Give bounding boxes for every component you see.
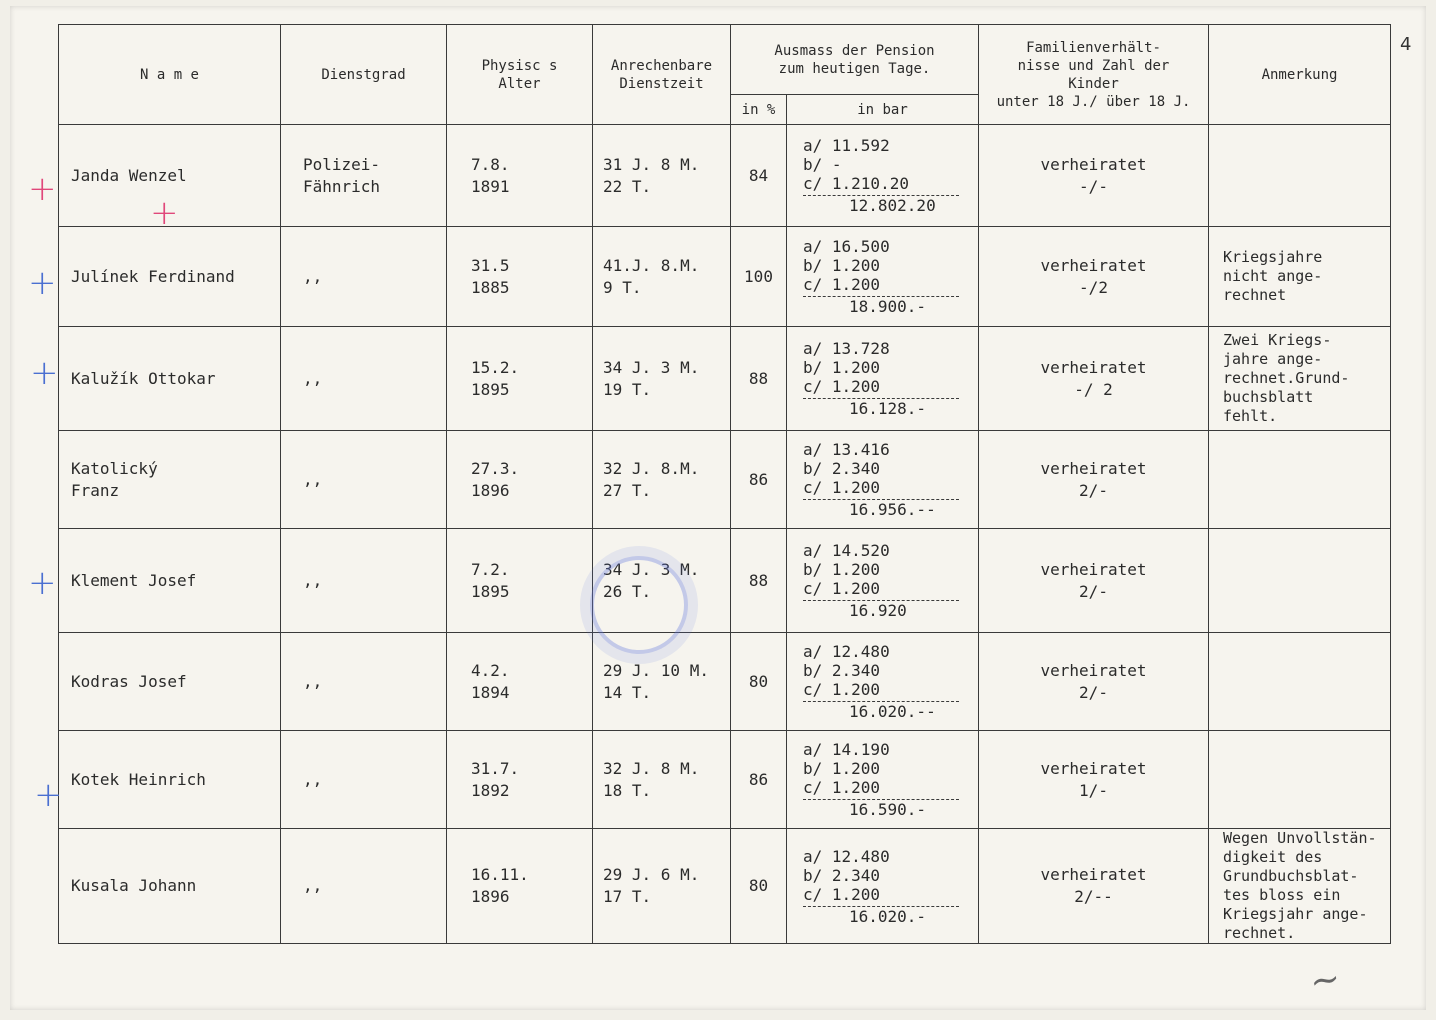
cell-service: 32 J. 8.M. 27 T. <box>593 431 731 529</box>
cell-rank: ,, <box>281 633 447 731</box>
header-family-sub: unter 18 J./ über 18 J. <box>996 93 1191 110</box>
cell-rank: ,, <box>281 529 447 633</box>
table-row <box>59 227 1391 327</box>
cell-rank: ,, <box>281 327 447 431</box>
pay-total: 16.020.-- <box>803 701 959 721</box>
cell-pay <box>787 431 979 529</box>
cell-name: Katolický Franz <box>59 431 281 529</box>
cell-name: Kotek Heinrich <box>59 731 281 829</box>
pencil-scribble: ~ <box>1306 957 1344 1004</box>
table-row <box>59 633 1391 731</box>
cell-age: 7.8. 1891 <box>447 125 593 227</box>
cell-family: verheiratet -/2 <box>979 227 1209 327</box>
cell-service: 34 J. 3 M. 19 T. <box>593 327 731 431</box>
header-name: N a m e <box>59 25 281 125</box>
cell-note <box>1209 633 1391 731</box>
pay-total: 16.020.- <box>803 906 959 926</box>
cell-pct: 100 <box>731 227 787 327</box>
blue-cross-mark: + <box>34 775 63 815</box>
cell-rank: ,, <box>281 731 447 829</box>
header-rank: Dienstgrad <box>281 25 447 125</box>
pay-total: 16.956.-- <box>803 499 959 519</box>
cell-age: 16.11. 1896 <box>447 829 593 944</box>
cell-age: 4.2. 1894 <box>447 633 593 731</box>
pay-total: 16.128.- <box>803 398 959 418</box>
cell-service: 31 J. 8 M. 22 T. <box>593 125 731 227</box>
cell-pct: 88 <box>731 327 787 431</box>
cell-family: verheiratet 2/- <box>979 431 1209 529</box>
cell-pct: 86 <box>731 431 787 529</box>
cell-pay <box>787 327 979 431</box>
cell-service: 29 J. 6 M. 17 T. <box>593 829 731 944</box>
cell-family: verheiratet -/- <box>979 125 1209 227</box>
pay-lines: a/ 14.190 b/ 1.200 c/ 1.200 <box>803 740 890 797</box>
cell-service: 32 J. 8 M. 18 T. <box>593 731 731 829</box>
cell-note <box>1209 529 1391 633</box>
red-cross-mark: + <box>28 169 57 209</box>
cell-note <box>1209 125 1391 227</box>
cell-age: 27.3. 1896 <box>447 431 593 529</box>
cell-pay <box>787 227 979 327</box>
pension-table <box>58 24 1391 944</box>
cell-pay <box>787 829 979 944</box>
pay-lines: a/ 12.480 b/ 2.340 c/ 1.200 <box>803 846 890 904</box>
cell-pay <box>787 731 979 829</box>
faded-stamp <box>590 556 688 654</box>
pay-total: 16.590.- <box>803 799 959 819</box>
table-row <box>59 327 1391 431</box>
pay-lines: a/ 14.520 b/ 1.200 c/ 1.200 <box>803 541 890 598</box>
table-row <box>59 731 1391 829</box>
pay-lines: a/ 12.480 b/ 2.340 c/ 1.200 <box>803 642 890 699</box>
header-note: Anmerkung <box>1209 25 1391 125</box>
cell-age: 31.5 1885 <box>447 227 593 327</box>
pay-lines: a/ 13.728 b/ 1.200 c/ 1.200 <box>803 339 890 396</box>
cell-note: Wegen Unvollstän- digkeit des Grundbuchsblat- tes bloss ein Kriegsjahr ange- rechnet. <box>1209 829 1391 944</box>
cell-name: Kusala Johann <box>59 829 281 944</box>
pay-total: 18.900.- <box>803 296 959 316</box>
header-pension-cash: in bar <box>787 95 979 125</box>
pay-total: 16.920 <box>803 600 959 620</box>
header-pension: Ausmass der Pension zum heutigen Tage. <box>731 25 979 95</box>
cell-age: 15.2. 1895 <box>447 327 593 431</box>
cell-rank: Polizei- Fähnrich <box>281 125 447 227</box>
cell-pay <box>787 633 979 731</box>
blue-cross-mark: + <box>28 263 57 303</box>
cell-family: verheiratet -/ 2 <box>979 327 1209 431</box>
header-family: Familienverhält- nisse und Zahl der Kinder unter 18 J./ über 18 J. <box>979 25 1209 125</box>
cell-rank: ,, <box>281 829 447 944</box>
cell-name: Kalužík Ottokar <box>59 327 281 431</box>
cell-family: verheiratet 1/- <box>979 731 1209 829</box>
pay-lines: a/ 13.416 b/ 2.340 c/ 1.200 <box>803 440 890 497</box>
cell-pct: 88 <box>731 529 787 633</box>
cell-name: Julínek Ferdinand <box>59 227 281 327</box>
cell-note: Kriegsjahre nicht ange- rechnet <box>1209 227 1391 327</box>
cell-pay <box>787 529 979 633</box>
cell-pct: 80 <box>731 829 787 944</box>
pay-lines: a/ 11.592 b/ - c/ 1.210.20 <box>803 136 909 193</box>
cell-age: 31.7. 1892 <box>447 731 593 829</box>
header-age: Physisc s Alter <box>447 25 593 125</box>
cell-family: verheiratet 2/- <box>979 633 1209 731</box>
blue-cross-mark: + <box>30 353 59 393</box>
cell-note: Zwei Kriegs- jahre ange- rechnet.Grund- buchsblatt fehlt. <box>1209 327 1391 431</box>
cell-note <box>1209 431 1391 529</box>
cell-name: Klement Josef <box>59 529 281 633</box>
cell-rank: ,, <box>281 227 447 327</box>
cell-service: 34 J. 3 M. 26 T. <box>593 529 731 633</box>
table-row <box>59 829 1391 944</box>
cell-family: verheiratet 2/- <box>979 529 1209 633</box>
cell-pay <box>787 125 979 227</box>
pay-total: 12.802.20 <box>803 195 959 215</box>
table-row <box>59 529 1391 633</box>
cell-service: 41.J. 8.M. 9 T. <box>593 227 731 327</box>
cell-service: 29 J. 10 M. 14 T. <box>593 633 731 731</box>
header-service: Anrechenbare Dienstzeit <box>593 25 731 125</box>
cell-pct: 86 <box>731 731 787 829</box>
red-cross-mark: + <box>150 193 179 233</box>
table-row <box>59 125 1391 227</box>
cell-age: 7.2. 1895 <box>447 529 593 633</box>
cell-rank: ,, <box>281 431 447 529</box>
cell-name: Janda Wenzel <box>59 125 281 227</box>
pay-lines: a/ 16.500 b/ 1.200 c/ 1.200 <box>803 237 890 294</box>
page-number: 4 <box>1400 34 1412 55</box>
cell-pct: 80 <box>731 633 787 731</box>
cell-family: verheiratet 2/-- <box>979 829 1209 944</box>
header-pension-pct: in % <box>731 95 787 125</box>
table-row <box>59 431 1391 529</box>
blue-cross-mark: + <box>28 563 57 603</box>
cell-name: Kodras Josef <box>59 633 281 731</box>
cell-note <box>1209 731 1391 829</box>
cell-pct: 84 <box>731 125 787 227</box>
